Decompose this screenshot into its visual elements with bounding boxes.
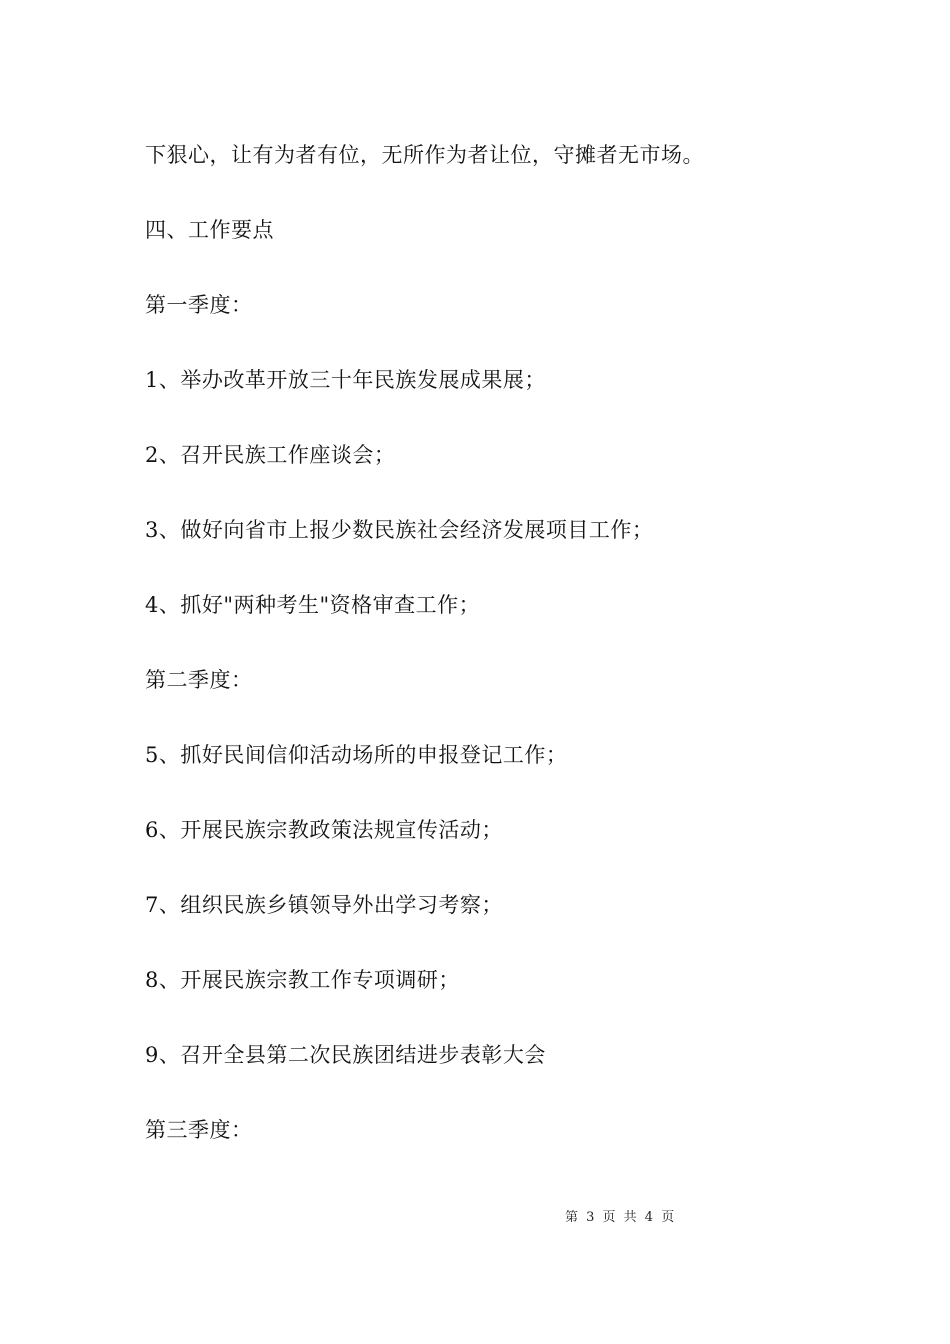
list-item: 2、召开民族工作座谈会； <box>145 443 396 467</box>
page-number-footer: 第 3 页 共 4 页 <box>565 1210 675 1225</box>
list-item: 3、做好向省市上报少数民族社会经济发展项目工作； <box>145 518 654 542</box>
list-item: 4、抓好"两种考生"资格审查工作； <box>145 593 481 617</box>
list-item: 6、开展民族宗教政策法规宣传活动； <box>145 818 503 842</box>
quarter-heading: 第三季度： <box>145 1118 253 1142</box>
list-item: 9、召开全县第二次民族团结进步表彰大会 <box>145 1043 546 1067</box>
list-item: 8、开展民族宗教工作专项调研； <box>145 968 460 992</box>
section-heading: 四、工作要点 <box>145 218 274 242</box>
list-item: 1、举办改革开放三十年民族发展成果展； <box>145 368 546 392</box>
quarter-heading: 第一季度： <box>145 293 253 317</box>
document-body <box>145 137 845 1187</box>
list-item: 5、抓好民间信仰活动场所的申报登记工作； <box>145 743 568 767</box>
list-item: 7、组织民族乡镇领导外出学习考察； <box>145 893 503 917</box>
paragraph-line: 下狠心，让有为者有位，无所作为者让位，守摊者无市场。 <box>145 143 704 167</box>
quarter-heading: 第二季度： <box>145 668 253 692</box>
